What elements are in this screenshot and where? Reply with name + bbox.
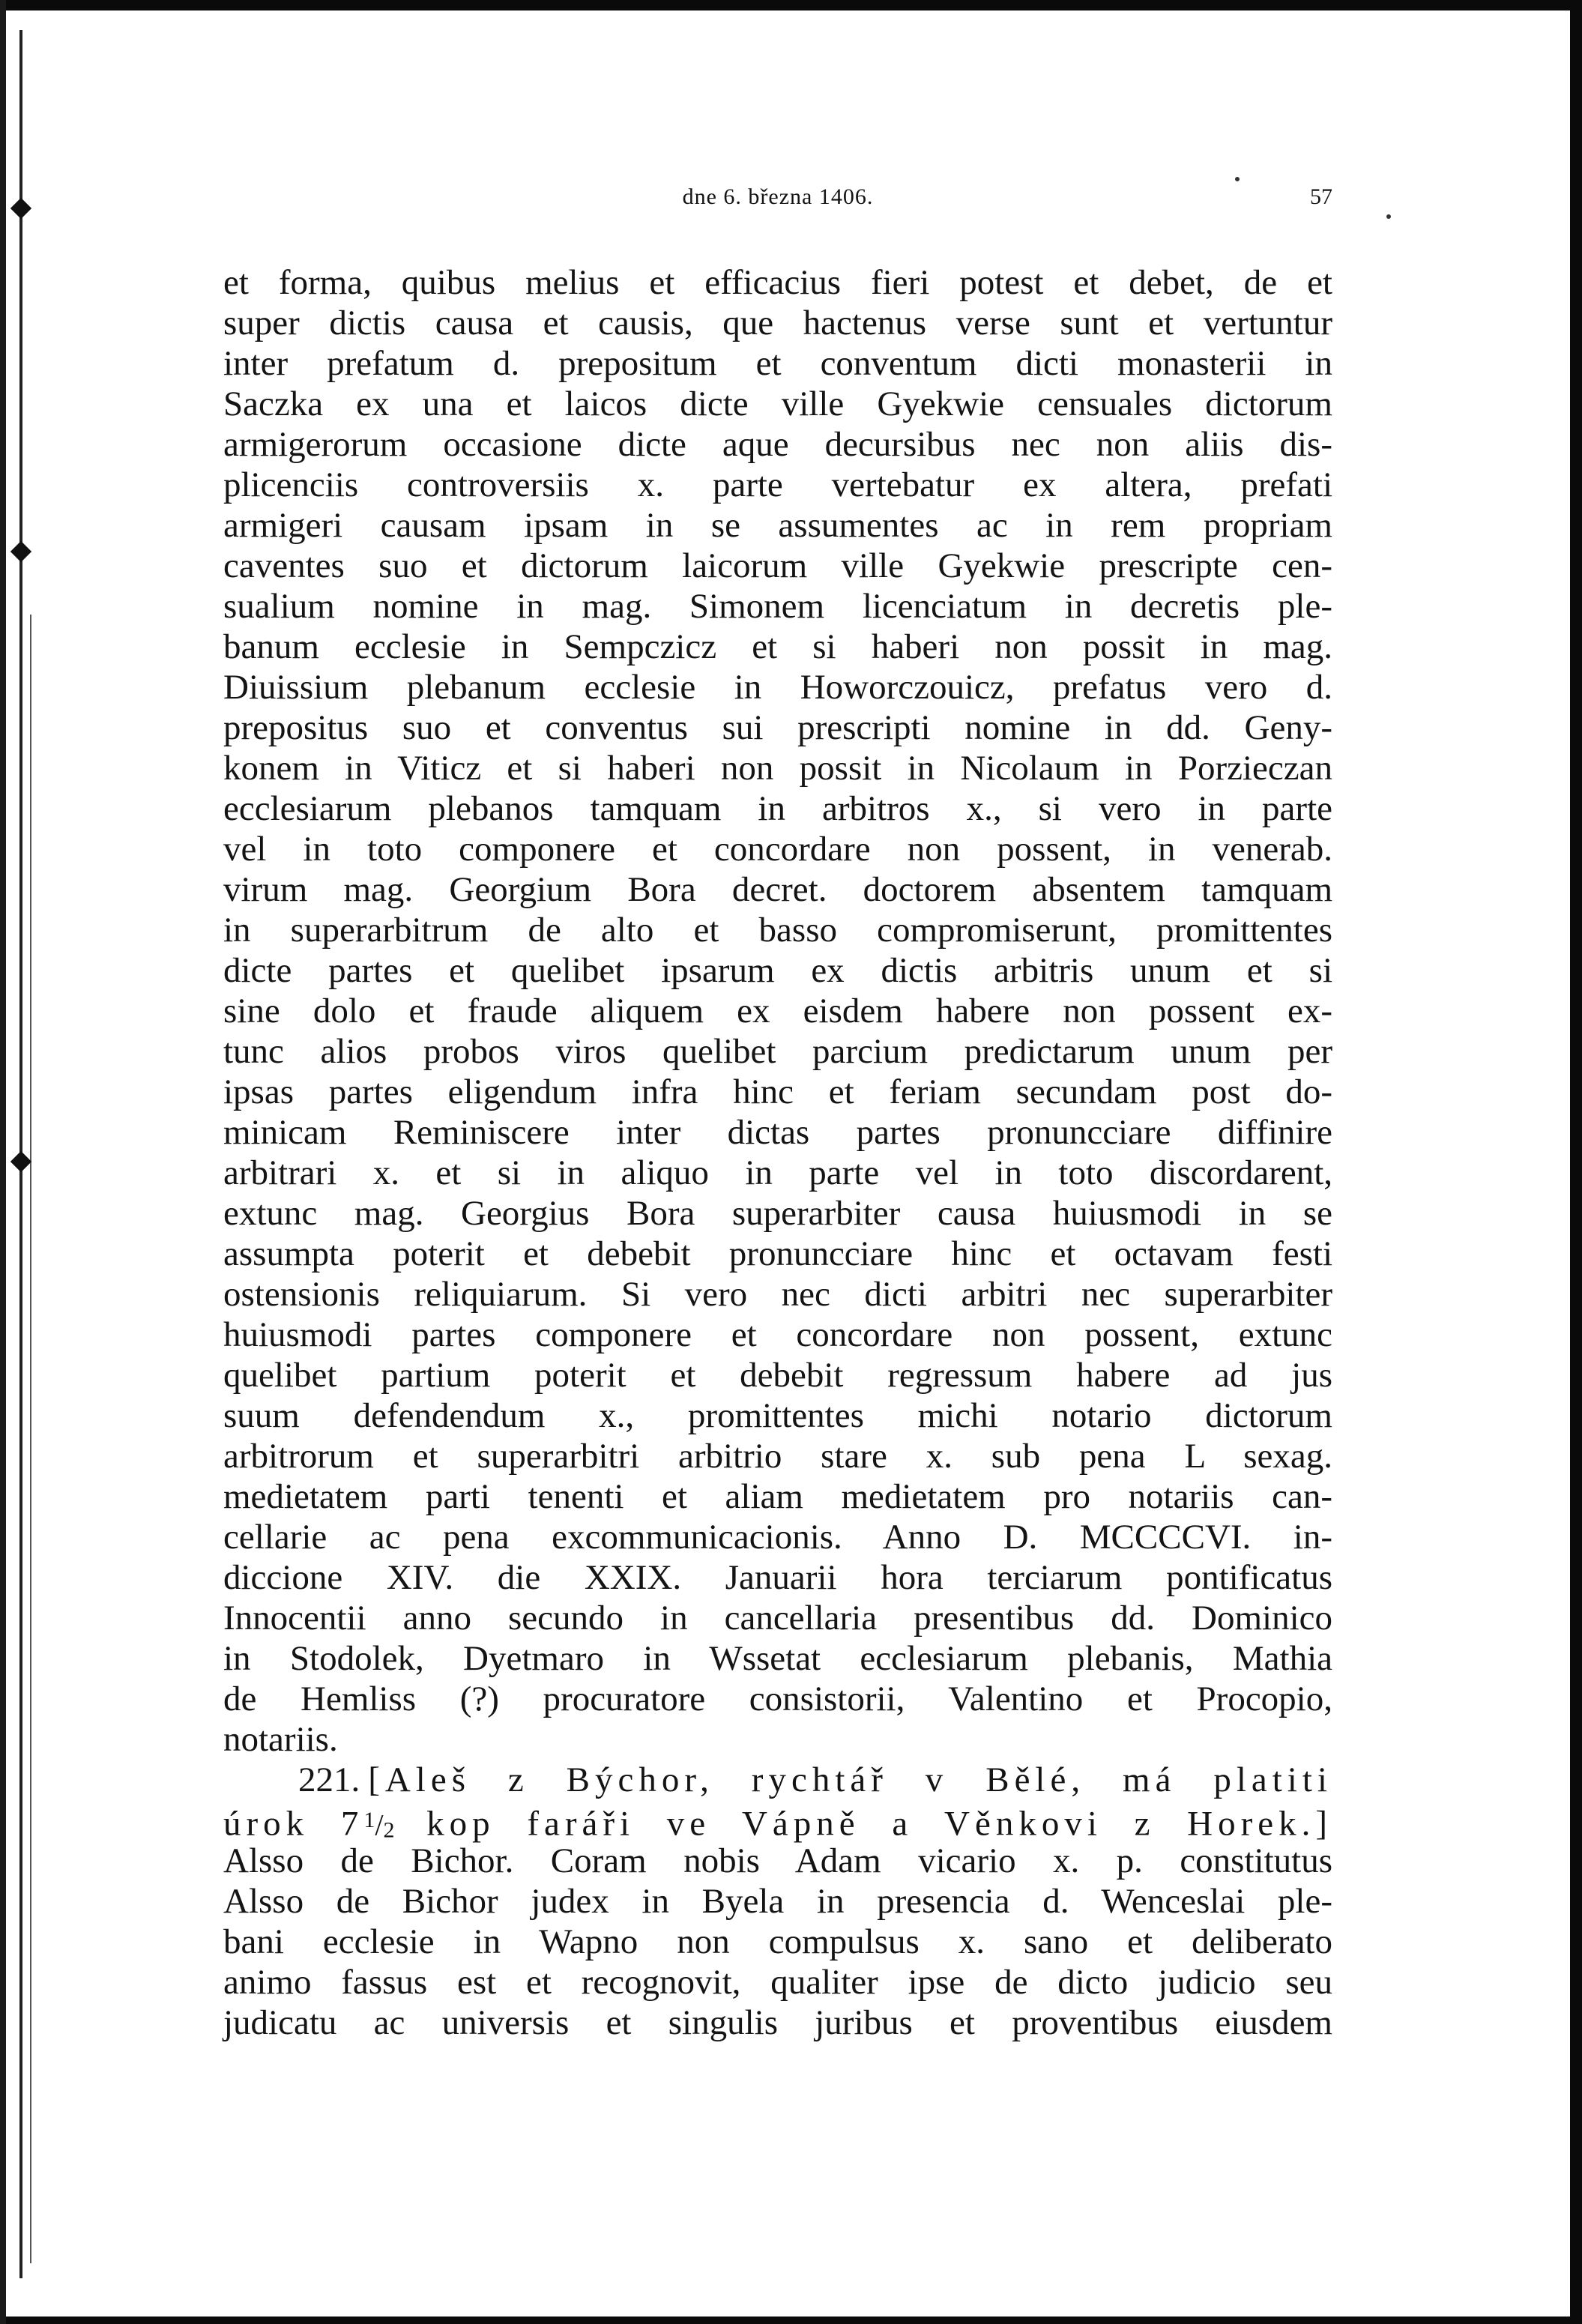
entry-heading-text: úrok 7 bbox=[223, 1804, 364, 1844]
text-line: super dictis causa et causis, que hactenus verse sunt et vertuntur bbox=[223, 304, 1332, 342]
text-line: tunc alios probos viros quelibet parcium predictarum unum per bbox=[223, 1032, 1332, 1071]
text-line: in Stodolek, Dyetmaro in Wssetat ecclesiarum plebanis, Mathia bbox=[223, 1639, 1332, 1678]
text-line: armigeri causam ipsam in se assumentes ac in rem propriam bbox=[223, 506, 1332, 545]
text-line: sualium nomine in mag. Simonem licenciatum in decretis ple- bbox=[223, 587, 1332, 626]
text-line: cellarie ac pena excommunicacionis. Anno D. MCCCCVI. in- bbox=[223, 1518, 1332, 1557]
text-line: caventes suo et dictorum laicorum ville Gyekwie prescripte cen- bbox=[223, 546, 1332, 585]
scan-right-border bbox=[1570, 0, 1582, 2324]
binding-mark bbox=[10, 198, 31, 219]
text-line: ecclesiarum plebanos tamquam in arbitros x., si vero in parte bbox=[223, 789, 1332, 828]
text-line: quelibet partium poterit et debebit regressum habere ad jus bbox=[223, 1356, 1332, 1395]
text-line: arbitrari x. et si in aliquo in parte vel in toto discordarent, bbox=[223, 1153, 1332, 1192]
text-line: Alsso de Bichor judex in Byela in presencia d. Wenceslai ple- bbox=[223, 1882, 1332, 1921]
entry-heading-line bbox=[223, 1760, 1332, 1800]
text-line: ostensionis reliquiarum. Si vero nec dicti arbitri nec superarbiter bbox=[223, 1275, 1332, 1314]
entry-221 bbox=[223, 1760, 1332, 2043]
text-line: extunc mag. Georgius Bora superarbiter causa huiusmodi in se bbox=[223, 1194, 1332, 1233]
text-line: diccione XIV. die XXIX. Januarii hora terciarum pontificatus bbox=[223, 1558, 1332, 1597]
text-line: medietatem parti tenenti et aliam medietatem pro notariis can- bbox=[223, 1477, 1332, 1516]
text-line: plicenciis controversiis x. parte vertebatur ex altera, prefati bbox=[223, 465, 1332, 504]
text-line: banum ecclesie in Sempczicz et si haberi non possit in mag. bbox=[223, 627, 1332, 666]
text-line: huiusmodi partes componere et concordare non possent, extunc bbox=[223, 1315, 1332, 1354]
scan-speck bbox=[1235, 177, 1240, 181]
scan-bottom-border bbox=[0, 2317, 1582, 2324]
entry-heading-text: kop faráři ve Vápně a Věnkovi z Horek.] bbox=[394, 1804, 1332, 1844]
text-line: Innocentii anno secundo in cancellaria presentibus dd. Dominico bbox=[223, 1599, 1332, 1638]
fraction-denominator: 2 bbox=[383, 1817, 395, 1843]
text-line: dicte partes et quelibet ipsarum ex dictis arbitris unum et si bbox=[223, 951, 1332, 990]
paragraph-continued bbox=[223, 262, 1332, 1760]
binding-mark bbox=[10, 541, 31, 562]
text-line: virum mag. Georgium Bora decret. doctorem absentem tamquam bbox=[223, 870, 1332, 909]
text-line: suum defendendum x., promittentes michi notario dictorum bbox=[223, 1396, 1332, 1435]
binding-edge-line-thin bbox=[30, 615, 31, 2263]
text-line: Diuissium plebanum ecclesie in Howorczouicz, prefatus vero d. bbox=[223, 668, 1332, 707]
fraction-slash: / bbox=[375, 1808, 384, 1842]
text-line: konem in Viticz et si haberi non possit in Nicolaum in Porzieczan bbox=[223, 749, 1332, 788]
text-line: Saczka ex una et laicos dicte ville Gyekwie censuales dictorum bbox=[223, 384, 1332, 423]
text-line: assumpta poterit et debebit pronuncciare hinc et octavam festi bbox=[223, 1234, 1332, 1273]
text-line: in superarbitrum de alto et basso compromiserunt, promittentes bbox=[223, 911, 1332, 950]
text-line: arbitrorum et superarbitri arbitrio stare x. sub pena L sexag. bbox=[223, 1437, 1332, 1476]
text-line: bani ecclesie in Wapno non compulsus x. sano et deliberato bbox=[223, 1922, 1332, 1961]
text-line: armigerorum occasione dicte aque decursibus nec non aliis dis- bbox=[223, 425, 1332, 464]
scan-speck bbox=[1386, 214, 1391, 219]
text-line: et forma, quibus melius et efficacius fieri potest et debet, de et bbox=[223, 263, 1332, 302]
scan-left-border bbox=[0, 0, 6, 2324]
text-line: ipsas partes eligendum infra hinc et feriam secundam post do- bbox=[223, 1072, 1332, 1111]
text-line: de Hemliss (?) procuratore consistorii, Valentino et Procopio, bbox=[223, 1679, 1332, 1718]
text-line: sine dolo et fraude aliquem ex eisdem habere non possent ex- bbox=[223, 992, 1332, 1030]
running-head: dne 6. března 1406. bbox=[682, 184, 874, 209]
entry-number: 221. bbox=[298, 1760, 360, 1799]
text-line: vel in toto componere et concordare non possent, in venerab. bbox=[223, 830, 1332, 869]
text-line: notariis. bbox=[223, 1720, 338, 1759]
text-line: Alsso de Bichor. Coram nobis Adam vicario x. p. constitutus bbox=[223, 1841, 1332, 1880]
scan-top-border bbox=[0, 0, 1582, 10]
page-header bbox=[223, 184, 1332, 222]
text-line: prepositus suo et conventus sui prescripti nomine in dd. Geny- bbox=[223, 708, 1332, 747]
text-line: animo fassus est et recognovit, qualiter ipse de dicto judicio seu bbox=[223, 1963, 1332, 2002]
entry-heading-line bbox=[223, 1800, 1332, 1844]
body-text bbox=[223, 262, 1332, 2043]
text-line: judicatu ac universis et singulis juribus et proventibus eiusdem bbox=[223, 2003, 1332, 2042]
binding-mark bbox=[10, 1151, 31, 1172]
fraction-numerator: 1 bbox=[363, 1808, 375, 1832]
entry-heading-text: [Aleš z Býchor, rychtář v Bělé, má platiti bbox=[368, 1760, 1332, 1799]
text-line: inter prefatum d. prepositum et conventum dicti monasterii in bbox=[223, 344, 1332, 383]
text-line: minicam Reminiscere inter dictas partes pronuncciare diffinire bbox=[223, 1113, 1332, 1152]
entry-body bbox=[223, 1841, 1332, 2043]
page-number: 57 bbox=[1310, 184, 1332, 209]
